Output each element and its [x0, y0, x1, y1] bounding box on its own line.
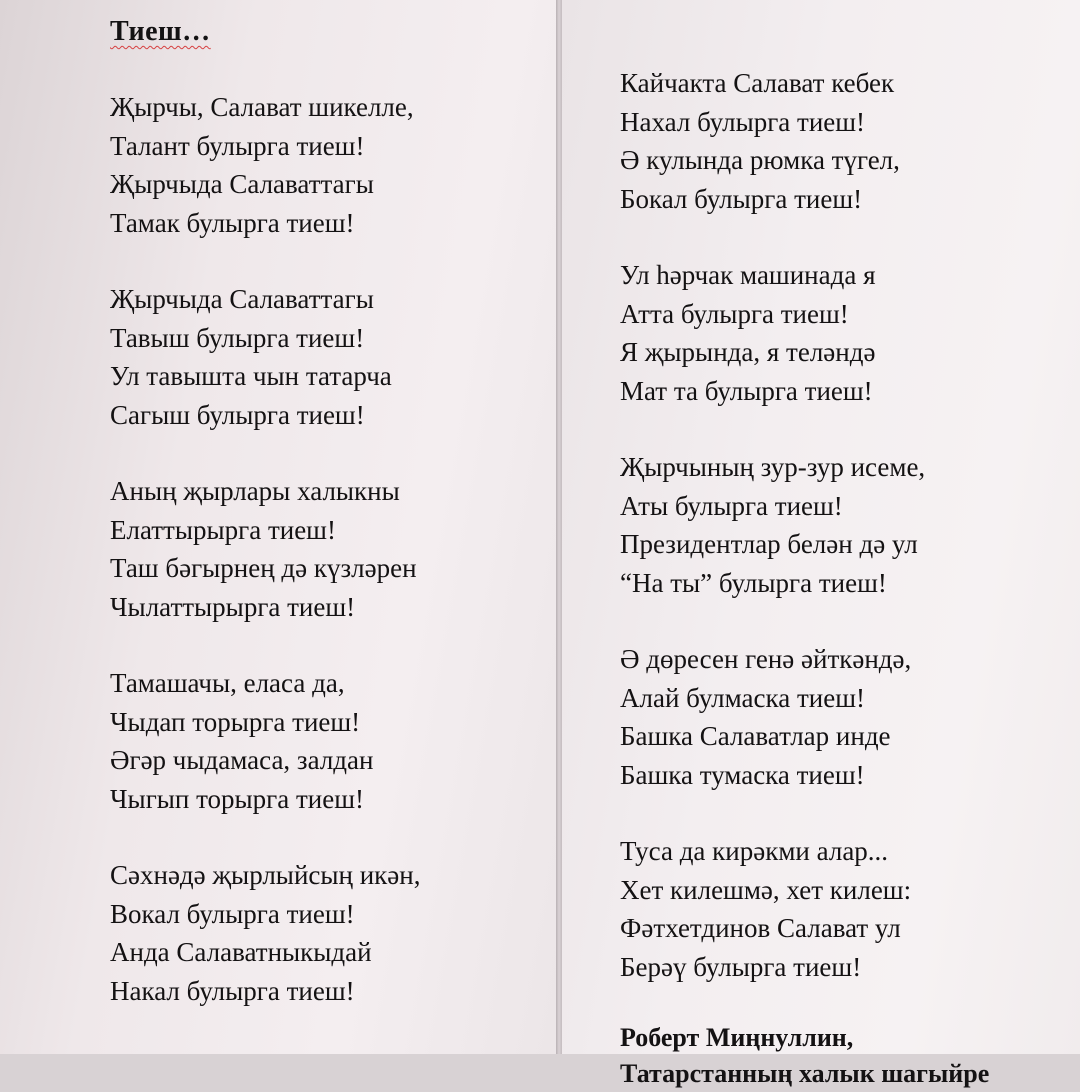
- left-page: [0, 0, 556, 1054]
- stanza: [620, 64, 1080, 218]
- poem-line: Атта булырга тиеш!: [620, 298, 849, 329]
- poem-line: Җырчының зур-зур исеме,: [620, 452, 926, 482]
- poem-title: Тиеш…: [110, 16, 211, 47]
- poem-line: Алай булмаска тиеш!: [620, 682, 865, 713]
- poem-line: Аның җырлары халыкны: [110, 476, 400, 506]
- stanza: [110, 280, 556, 434]
- stanza: [620, 640, 1080, 794]
- poem-line: Җырчы, Салават шикелле,: [110, 92, 414, 122]
- poem-line: Сагыш булырга тиеш!: [110, 399, 365, 430]
- poem-line: Башка Салаватлар инде: [620, 721, 891, 751]
- poem-line: Таш бәгырнең дә күзләрен: [110, 553, 417, 583]
- poem-line: Елаттырырга тиеш!: [110, 514, 336, 545]
- poem-line: Хет килешмә, хет килеш:: [620, 874, 912, 905]
- poem-line: Ә дөресен генә әйткәндә,: [620, 644, 912, 674]
- stanza: [620, 832, 1080, 986]
- poem-line: Президентлар белән дә ул: [620, 529, 918, 559]
- poem-line: Берәү булырга тиеш!: [620, 951, 862, 982]
- poem-line: Чылаттырырга тиеш!: [110, 591, 356, 622]
- stanza: [110, 664, 556, 818]
- poem-line: Аты булырга тиеш!: [620, 490, 843, 521]
- poem-line: Анда Салаватныкыдай: [110, 937, 372, 967]
- author-title: Татарстанның халык шагыйре: [620, 1059, 990, 1088]
- poem-line: Ул һәрчак машинада я: [620, 260, 876, 290]
- poem-line: Ә кулында рюмка түгел,: [620, 145, 900, 175]
- poem-line: Фәтхетдинов Салават ул: [620, 913, 901, 943]
- poem-line: Әгәр чыдамаса, залдан: [110, 745, 374, 775]
- poem-line: Накал булырга тиеш!: [110, 975, 355, 1006]
- stanza: [620, 448, 1080, 602]
- poem-line: Бокал булырга тиеш!: [620, 183, 863, 214]
- stanza: [110, 856, 556, 1010]
- stanza: [620, 256, 1080, 410]
- poem-line: Сәхнәдә җырлыйсың икән,: [110, 860, 421, 890]
- stanza: [110, 472, 556, 626]
- poem-line: Туса да кирәкми алар...: [620, 836, 889, 866]
- poem-line: Җырчыда Салаваттагы: [110, 284, 374, 314]
- poem-line: Талант булырга тиеш!: [110, 130, 365, 161]
- poem-line: Тамак булырга тиеш!: [110, 207, 355, 238]
- poem-line: Мат та булырга тиеш!: [620, 375, 873, 406]
- stanza: [110, 88, 556, 242]
- poem-line: Җырчыда Салаваттагы: [110, 169, 374, 199]
- poem-line: Тавыш булырга тиеш!: [110, 322, 365, 353]
- poem-line: Ул тавышта чын татарча: [110, 361, 392, 391]
- poem-line: Нахал булырга тиеш!: [620, 106, 866, 137]
- poem-line: Вокал булырга тиеш!: [110, 898, 355, 929]
- poem-line: Чыдап торырга тиеш!: [110, 706, 361, 737]
- author-name: Роберт Миңнуллин,: [620, 1023, 854, 1052]
- poem-line: Кайчакта Салават кебек: [620, 68, 895, 98]
- poem-line: Чыгып торырга тиеш!: [110, 783, 365, 814]
- poem-line: Тамашачы, еласа да,: [110, 668, 345, 698]
- right-page: [562, 0, 1080, 1088]
- poem-line: “На ты” булырга тиеш!: [620, 567, 887, 598]
- poem-line: Я җырында, я теләндә: [620, 337, 876, 367]
- author-signature: [620, 1020, 1080, 1092]
- poem-line: Башка тумаска тиеш!: [620, 759, 865, 790]
